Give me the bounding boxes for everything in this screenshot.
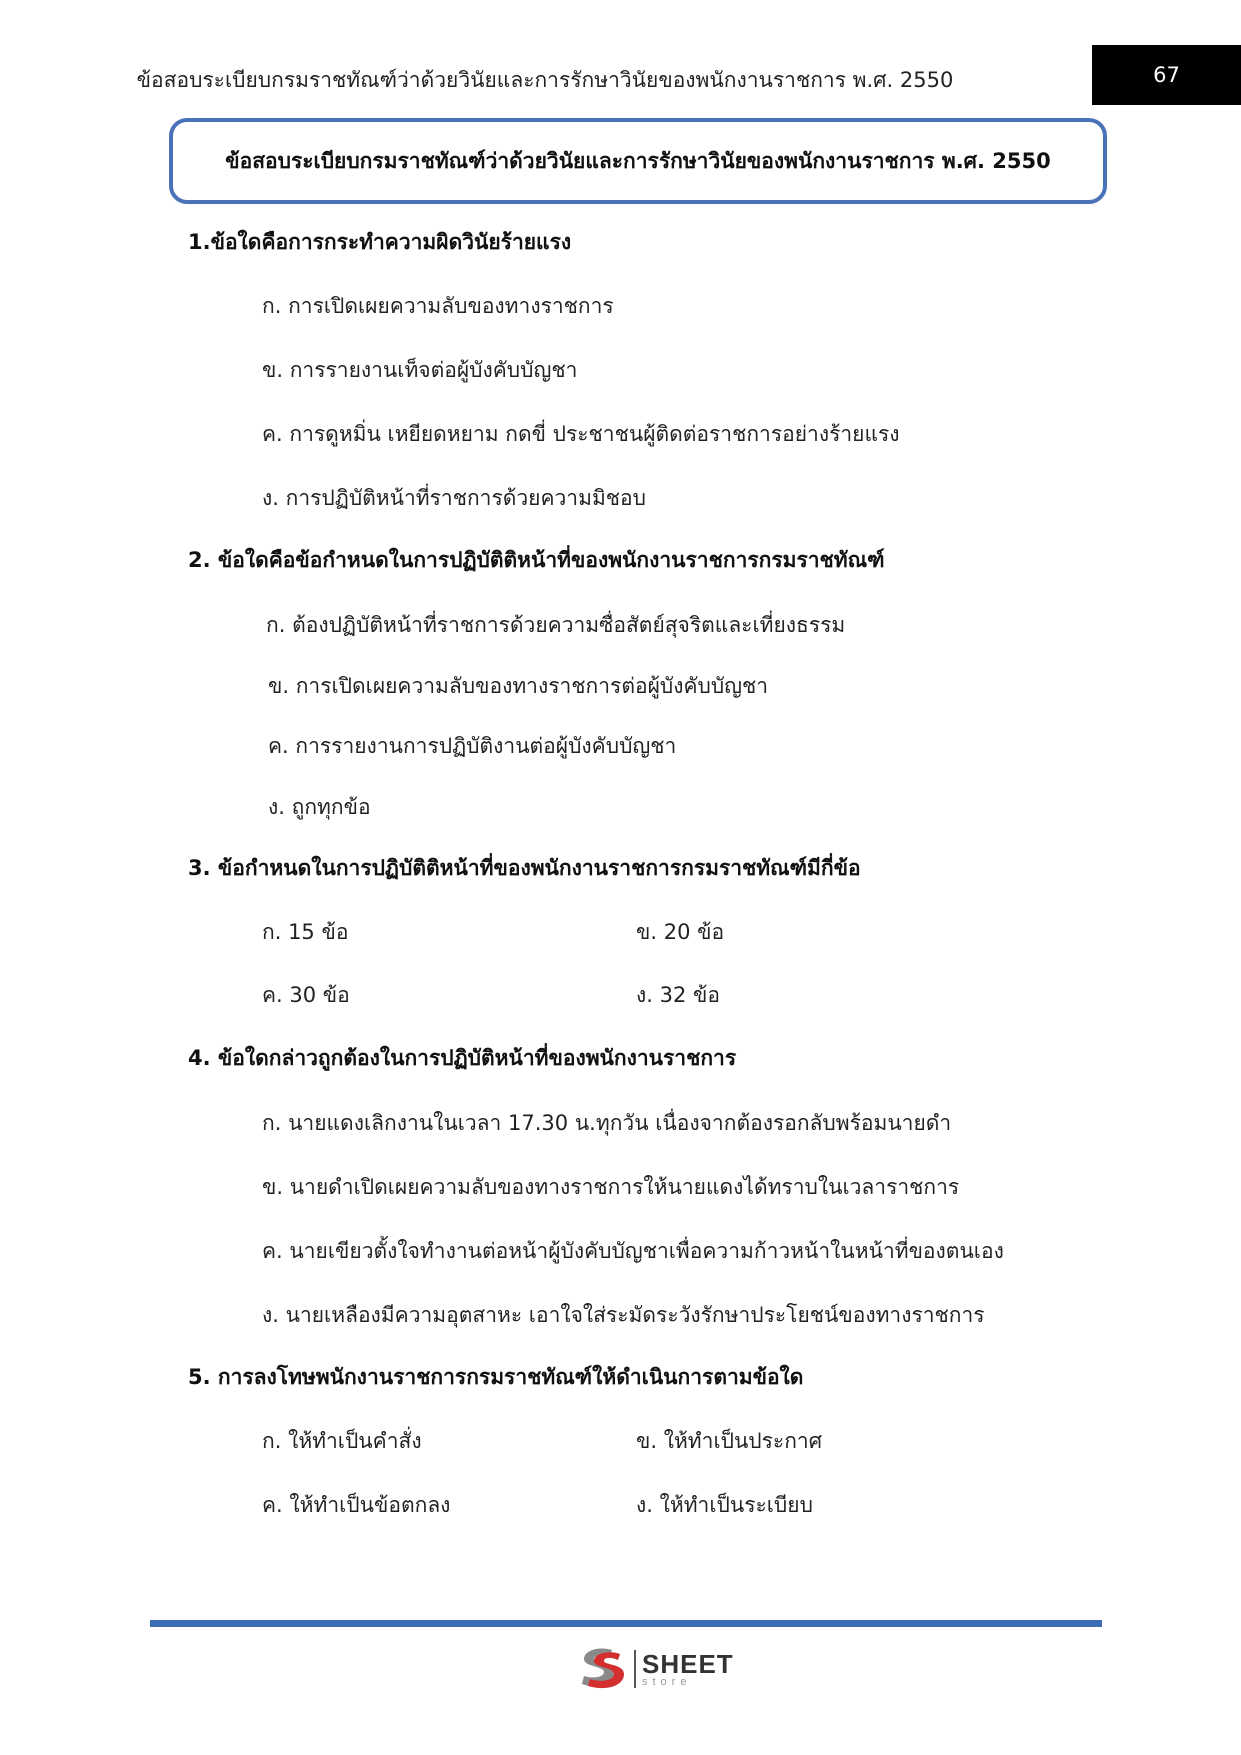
question-3-option-b: ข. 20 ข้อ [636,920,725,944]
sheet-store-s-icon [574,1644,628,1694]
logo-subtext: store [642,1675,692,1688]
question-4-option-c: ค. นายเขียวตั้งใจทำงานต่อหน้าผู้บังคับบัญชาเพื่อความก้าวหน้าในหน้าที่ของตนเอง [262,1239,1004,1263]
question-3: 3. ข้อกำหนดในการปฏิบัติติหน้าที่ของพนักงานราชการกรมราชทัณฑ์มีกี่ข้อ [188,856,861,880]
question-4-option-b: ข. นายดำเปิดเผยความลับของทางราชการให้นายแดงได้ทราบในเวลาราชการ [262,1175,960,1199]
question-1-option-d: ง. การปฏิบัติหน้าที่ราชการด้วยความมิชอบ [262,486,646,510]
page-title: ข้อสอบระเบียบกรมราชทัณฑ์ว่าด้วยวินัยและการรักษาวินัยของพนักงานราชการ พ.ศ. 2550 [169,118,1107,204]
question-4-option-d: ง. นายเหลืองมีความอุตสาหะ เอาใจใส่ระมัดระวังรักษาประโยชน์ของทางราชการ [262,1303,985,1327]
question-1-option-a: ก. การเปิดเผยความลับของทางราชการ [262,294,614,318]
question-5-option-c: ค. ให้ทำเป็นข้อตกลง [262,1493,451,1517]
running-header: ข้อสอบระเบียบกรมราชทัณฑ์ว่าด้วยวินัยและการรักษาวินัยของพนักงานราชการ พ.ศ. 2550 [136,68,954,92]
question-1-option-b: ข. การรายงานเท็จต่อผู้บังคับบัญชา [262,358,578,382]
question-2-option-a: ก. ต้องปฏิบัติหน้าที่ราชการด้วยความซื่อสัตย์สุจริตและเที่ยงธรรม [266,613,846,637]
question-2-option-b: ข. การเปิดเผยความลับของทางราชการต่อผู้บังคับบัญชา [268,674,769,698]
question-1-option-c: ค. การดูหมิ่น เหยียดหยาม กดขี่ ประชาชนผู้ติดต่อราชการอย่างร้ายแรง [262,422,900,446]
question-4: 4. ข้อใดกล่าวถูกต้องในการปฏิบัติหน้าที่ของพนักงานราชการ [188,1046,737,1070]
question-2-option-d: ง. ถูกทุกข้อ [268,795,371,819]
question-1: 1.ข้อใดคือการกระทำความผิดวินัยร้ายแรง [188,230,572,254]
question-3-option-a: ก. 15 ข้อ [262,920,349,944]
footer-divider [150,1620,1102,1627]
page-number: 67 [1092,45,1241,105]
question-4-option-a: ก. นายแดงเลิกงานในเวลา 17.30 น.ทุกวัน เนื่องจากต้องรอกลับพร้อมนายดำ [262,1111,952,1135]
question-3-option-c: ค. 30 ข้อ [262,983,350,1007]
question-2: 2. ข้อใดคือข้อกำหนดในการปฏิบัติติหน้าที่ของพนักงานราชการกรมราชทัณฑ์ [188,548,885,572]
question-5-option-a: ก. ให้ทำเป็นคำสั่ง [262,1429,422,1453]
question-3-option-d: ง. 32 ข้อ [636,983,720,1007]
logo-text: SHEET [642,1648,734,1679]
question-5-option-b: ข. ให้ทำเป็นประกาศ [636,1429,823,1453]
question-2-option-c: ค. การรายงานการปฏิบัติงานต่อผู้บังคับบัญชา [268,734,677,758]
question-5-option-d: ง. ให้ทำเป็นระเบียบ [636,1493,813,1517]
sheet-store-logo [574,1646,734,1692]
question-5: 5. การลงโทษพนักงานราชการกรมราชทัณฑ์ให้ดำเนินการตามข้อใด [188,1365,804,1389]
logo-separator [634,1650,636,1688]
